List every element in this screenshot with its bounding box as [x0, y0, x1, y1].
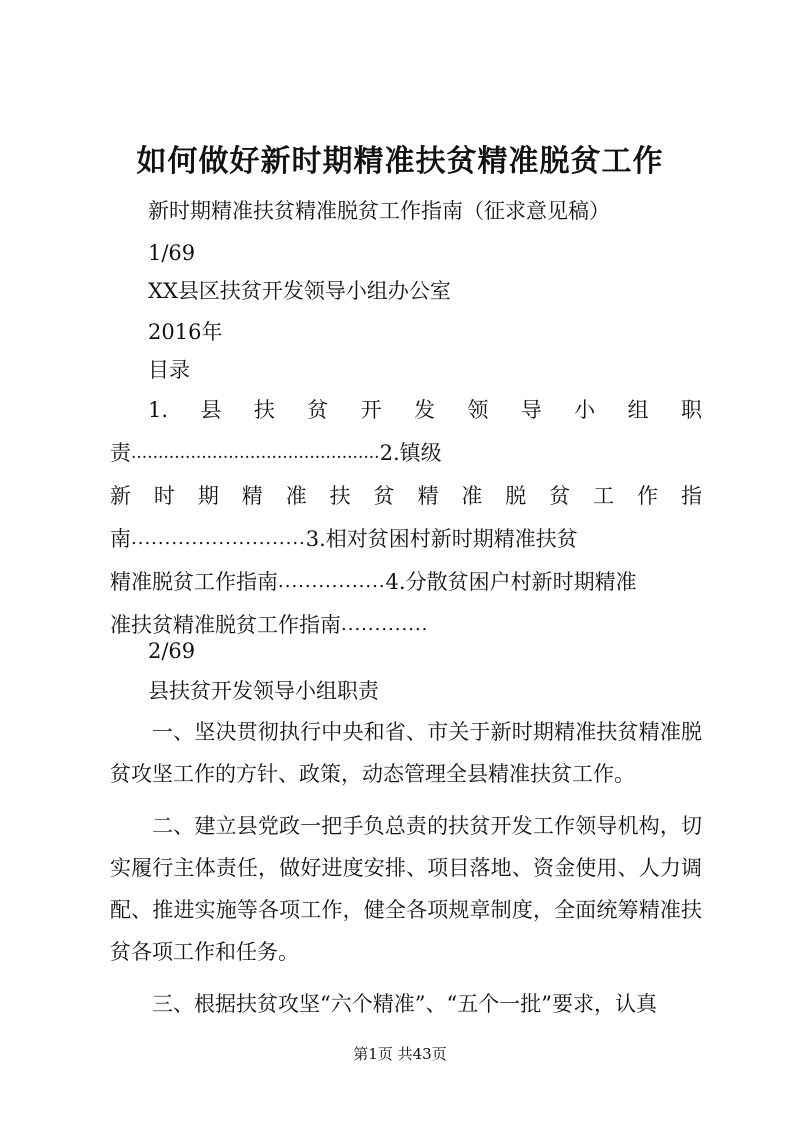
toc-char: 新: [110, 484, 131, 508]
toc-leader-dots: .............: [341, 614, 429, 635]
toc-text: 3.相对贫困村新时期精准扶贫: [305, 527, 578, 551]
toc-char: 指: [680, 484, 702, 508]
toc-char: 扶: [253, 398, 275, 422]
toc-char: 脱: [505, 484, 527, 508]
toc-char: 贫: [307, 398, 329, 422]
toc-char: 精: [241, 484, 263, 508]
year-line: 2016年: [148, 320, 223, 344]
body-paragraph: 一、坚决贯彻执行中央和省、市关于新时期精准扶贫精准脱贫攻坚工作的方针、政策，动态管理全县精准扶贫工作。: [110, 720, 702, 786]
toc-heading: 目录: [148, 358, 190, 382]
toc-row: [110, 605, 702, 645]
toc-leader-dots: ..........................: [131, 528, 306, 549]
toc-text: 南: [110, 527, 131, 551]
toc-row: [110, 390, 702, 430]
toc-char: 职: [680, 398, 702, 422]
page-marker: 1/69: [148, 241, 196, 265]
toc-text: 精准脱贫工作指南: [110, 570, 278, 594]
toc-row: [110, 433, 702, 473]
toc-char: 准: [461, 484, 483, 508]
issuer-line: XX县区扶贫开发领导小组办公室: [148, 279, 451, 303]
toc-char: 发: [414, 398, 435, 422]
toc-text: 4.分散贫困户村新时期精准: [385, 570, 637, 594]
document-body: [110, 711, 702, 1025]
toc-text: 2.镇级: [379, 441, 442, 465]
toc-char: 期: [197, 484, 219, 508]
toc-char: 贫: [373, 484, 395, 508]
toc-text: 责: [110, 441, 131, 465]
section-title: 县扶贫开发领导小组职责: [148, 679, 379, 703]
page-footer: 第1页 共43页: [353, 1045, 447, 1063]
toc-char: 工: [593, 484, 615, 508]
toc-char: 时: [153, 484, 175, 508]
toc-char: 准: [285, 484, 307, 508]
body-paragraph: 三、根据扶贫攻坚“六个精准”、“五个一批”要求，认真: [152, 992, 657, 1016]
toc-char: 1.: [148, 398, 169, 422]
toc-char: 精: [417, 484, 439, 508]
body-paragraph: 二、建立县党政一把手负总责的扶贫开发工作领导机构，切实履行主体责任，做好进度安排、项目落地、资金使用、人力调配、推进实施等各项工作，健全各项规章制度，全面统筹精准扶贫各项工作和任务。: [110, 814, 702, 964]
toc-char: 扶: [329, 484, 351, 508]
toc-leader-dots: ..............................................: [131, 443, 380, 463]
toc-char: 开: [360, 398, 382, 422]
toc-text: 准扶贫精准脱贫工作指南: [110, 613, 341, 637]
toc-leader-dots: ................: [278, 571, 386, 592]
document-title: 如何做好新时期精准扶贫精准脱贫工作: [136, 144, 664, 179]
toc-char: 组: [627, 398, 649, 422]
toc-char: 领: [467, 398, 489, 422]
toc-row: [110, 562, 702, 602]
toc-char: 县: [200, 398, 222, 422]
toc-row: [110, 519, 702, 559]
page-marker: 2/69: [148, 639, 196, 663]
toc-char: 导: [520, 398, 542, 422]
toc-row: [110, 476, 702, 516]
toc-char: 小: [574, 398, 596, 422]
table-of-contents: [110, 390, 702, 645]
toc-char: 贫: [549, 484, 571, 508]
toc-char: 作: [637, 484, 659, 508]
document-subtitle: 新时期精准扶贫精准脱贫工作指南（征求意见稿）: [148, 199, 610, 223]
